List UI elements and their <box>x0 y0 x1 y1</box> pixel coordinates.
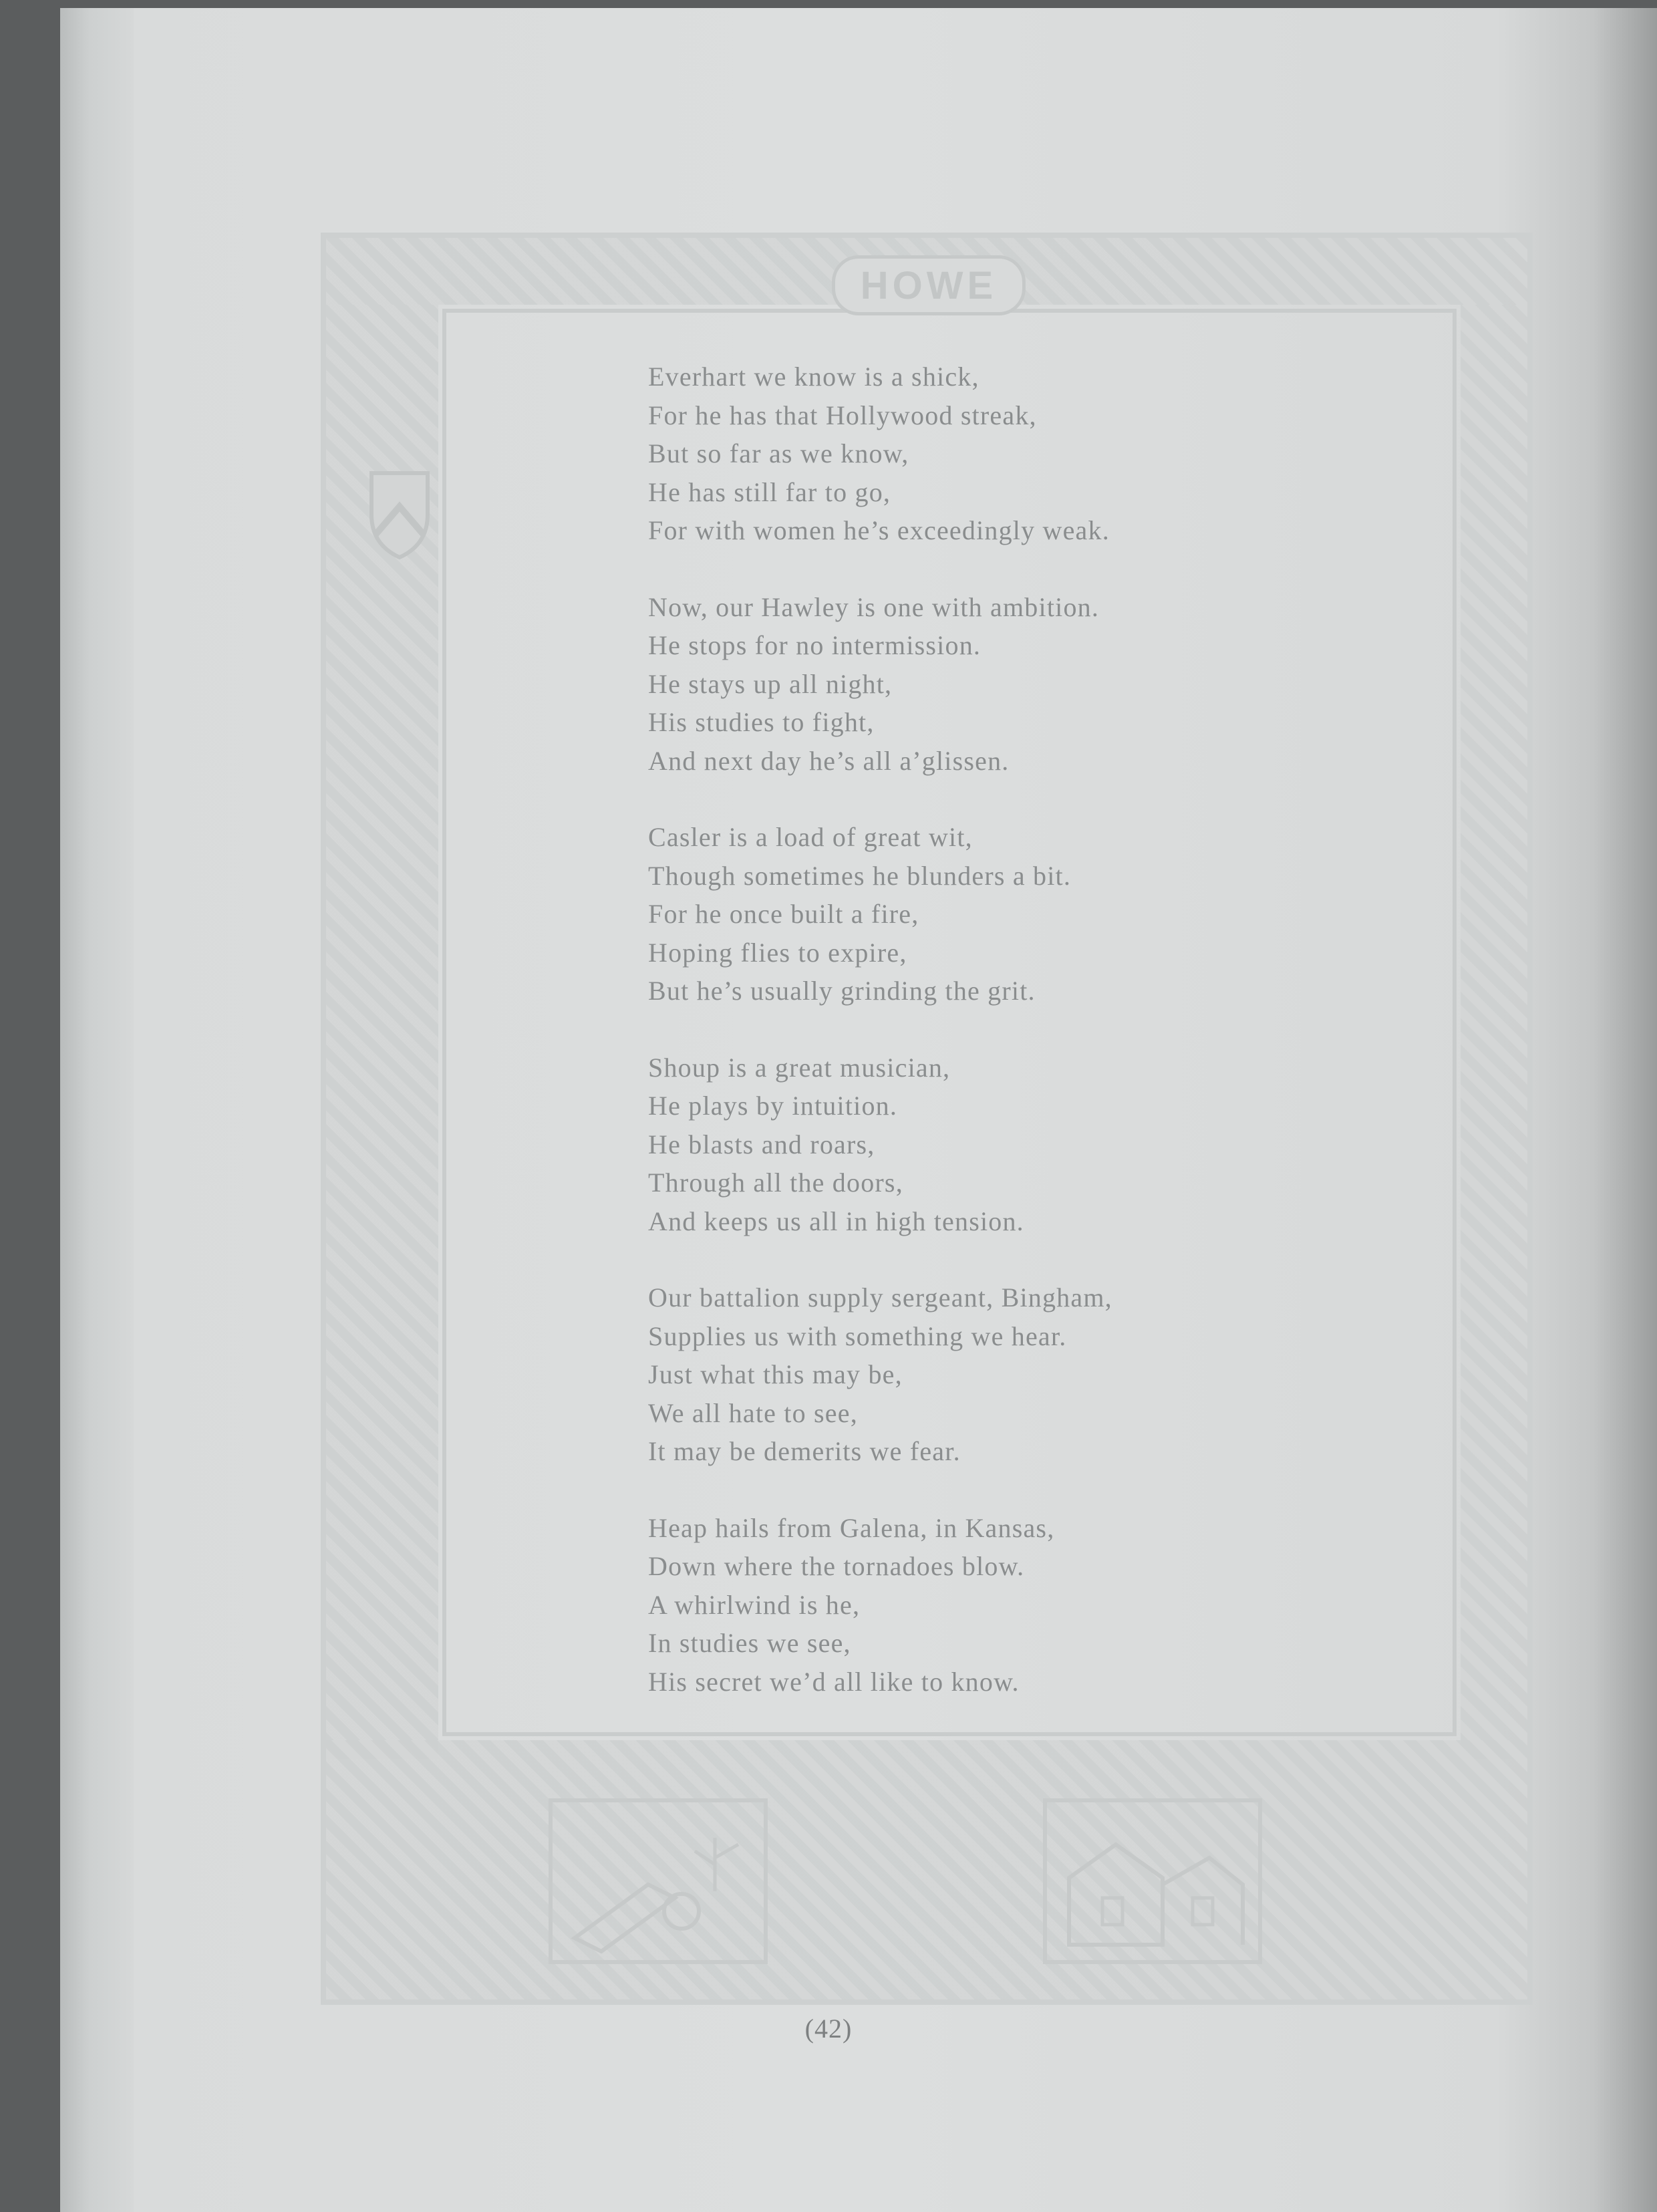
poem-body <box>648 358 1437 1739</box>
poem-line: But so far as we know, <box>648 438 909 468</box>
shield-icon <box>366 468 433 561</box>
stanza-hawley <box>648 588 1437 781</box>
poem-line: Supplies us with something we hear. <box>648 1321 1067 1351</box>
stanza-casler <box>648 818 1437 1010</box>
poem-line: Shoup is a great musician, <box>648 1052 951 1083</box>
page-binding <box>60 8 134 2212</box>
poem-line: Just what this may be, <box>648 1359 903 1389</box>
poem-line: Now, our Hawley is one with ambition. <box>648 591 1100 622</box>
poem-line: Though sometimes he blunders a bit. <box>648 860 1072 891</box>
poem-line: Hoping flies to expire, <box>648 937 907 968</box>
poem-line: His secret we’d all like to know. <box>648 1666 1020 1697</box>
poem-line: For he has that Hollywood streak, <box>648 400 1037 430</box>
poem-line: Everhart we know is a shick, <box>648 362 980 392</box>
poem-line: And keeps us all in high tension. <box>648 1206 1024 1236</box>
poem-line: A whirlwind is he, <box>648 1589 861 1620</box>
poem-line: For he once built a fire, <box>648 899 919 929</box>
stanza-everhart <box>648 358 1437 550</box>
stanza-shoup <box>648 1049 1437 1241</box>
poem-line: We all hate to see, <box>648 1397 858 1428</box>
poem-line: He blasts and roars, <box>648 1129 875 1159</box>
poem-line: For with women he’s exceedingly weak. <box>648 515 1110 545</box>
page-title: HOWE <box>832 255 1026 315</box>
poem-line: In studies we see, <box>648 1628 851 1658</box>
poem-line: Through all the doors, <box>648 1167 903 1198</box>
poem-line: And next day he’s all a’glissen. <box>648 745 1010 776</box>
poem-line: But he’s usually grinding the grit. <box>648 976 1036 1006</box>
page-number: (42) <box>804 2014 853 2044</box>
stanza-bingham <box>648 1278 1437 1471</box>
poem-line: Our battalion supply sergeant, Bingham, <box>648 1282 1112 1312</box>
poem-line: He stays up all night, <box>648 668 893 699</box>
poem-line: He plays by intuition. <box>648 1091 898 1121</box>
stanza-heap <box>648 1509 1437 1701</box>
house-scene-icon <box>1042 1798 1263 1965</box>
poem-line: Casler is a load of great wit, <box>648 822 973 852</box>
poem-line: His studies to fight, <box>648 707 875 737</box>
poem-line: Heap hails from Galena, in Kansas, <box>648 1512 1055 1543</box>
cannon-scene-icon <box>548 1798 768 1965</box>
poem-line: Down where the tornadoes blow. <box>648 1551 1025 1581</box>
poem-line: He has still far to go, <box>648 476 891 507</box>
poem-line: He stops for no intermission. <box>648 630 982 660</box>
poem-line: It may be demerits we fear. <box>648 1436 961 1466</box>
